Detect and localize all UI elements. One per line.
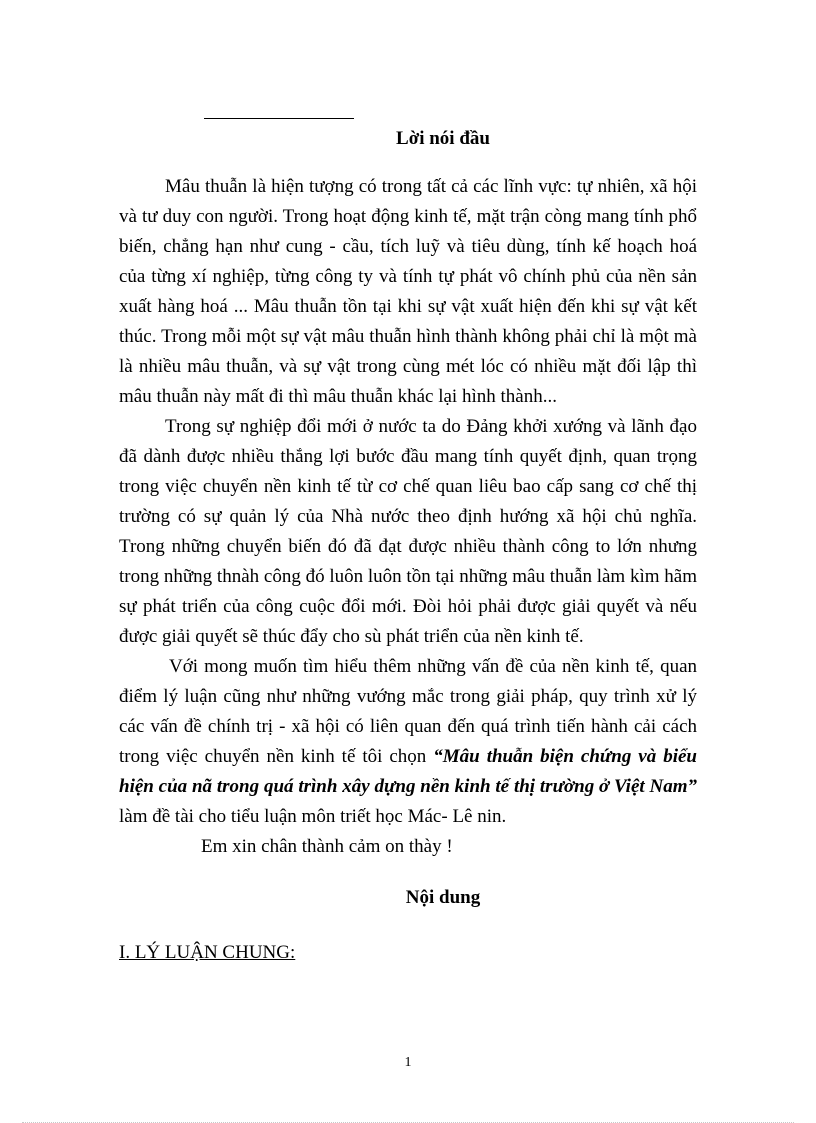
paragraph-3-start: Với mong muốn tìm hiểu thêm những vấn đề của nền kinh tế, quan điểm lý luận cũng như những vướng mắc trong giải pháp, quy trình xử lý các vấn đề chính trị - xã hội có liên quan đến quá trình tiến hành cải cách trong việc chuyển nền kinh tế tôi chọn [119,656,697,767]
paragraph-2: Trong sự nghiệp đổi mới ở nước ta do Đảng khởi xướng và lãnh đạo đã dành được nhiều thắng lợi bước đầu mang tính quyết định, quan trọng trong việc chuyển nền kinh tế từ cơ chế quan liêu bao cấp sang cơ chế thị trường có sự quản lý của Nhà nước theo định hướng xã hội chủ nghĩa. Trong những chuyển biến đó đã đạt được nhiều thành công to lớn nhưng trong những thnàh công đó luôn luôn tồn tại những mâu thuẫn làm kìm hãm sự phát triển của công cuộc đổi mới. Đòi hỏi phải được giải quyết và nếu được giải quyết sẽ thúc đẩy cho sù phát triển của nền kinh tế. [119,416,697,647]
content-heading: Nội dung [405,887,481,908]
document-title: Lời nói đầu [396,128,490,149]
page-number: 1 [404,1055,412,1070]
paragraph-3-end: làm đề tài cho tiểu luận môn triết học Mác- Lê nin. [119,806,507,827]
thanks-line: Em xin chân thành cảm on thày ! [201,836,453,857]
section-heading-1: I. LÝ LUẬN CHUNG: [119,942,296,963]
header-rule [204,118,354,119]
paragraph-3 [119,652,697,832]
topic-title: “Mâu thuẫn biện chứng và biểu hiện của nã trong quá trình xây dựng nền kinh tế thị trường ở Việt Nam” [119,746,697,797]
document-body [119,172,697,862]
paragraph-1: Mâu thuẫn là hiện tượng có trong tất cả các lĩnh vực: tự nhiên, xã hội và tư duy con người. Trong hoạt động kinh tế, mặt trận còng mang tính phổ biến, chẳng hạn như cung - cầu, tích luỹ và tiêu dùng, tính kế hoạch hoá của từng xí nghiệp, từng công ty và tính tự phát vô chính phủ của nền sản xuất hàng hoá ... Mâu thuẫn tồn tại khi sự vật xuất hiện đến khi sự vật kết thúc. Trong mỗi một sự vật mâu thuẫn hình thành không phải chỉ là một mà là nhiều mâu thuẫn, và sự vật trong cùng mét lóc có nhiều mặt đối lập thì mâu thuẫn này mất đi thì mâu thuẫn khác lại hình thành... [119,176,697,407]
